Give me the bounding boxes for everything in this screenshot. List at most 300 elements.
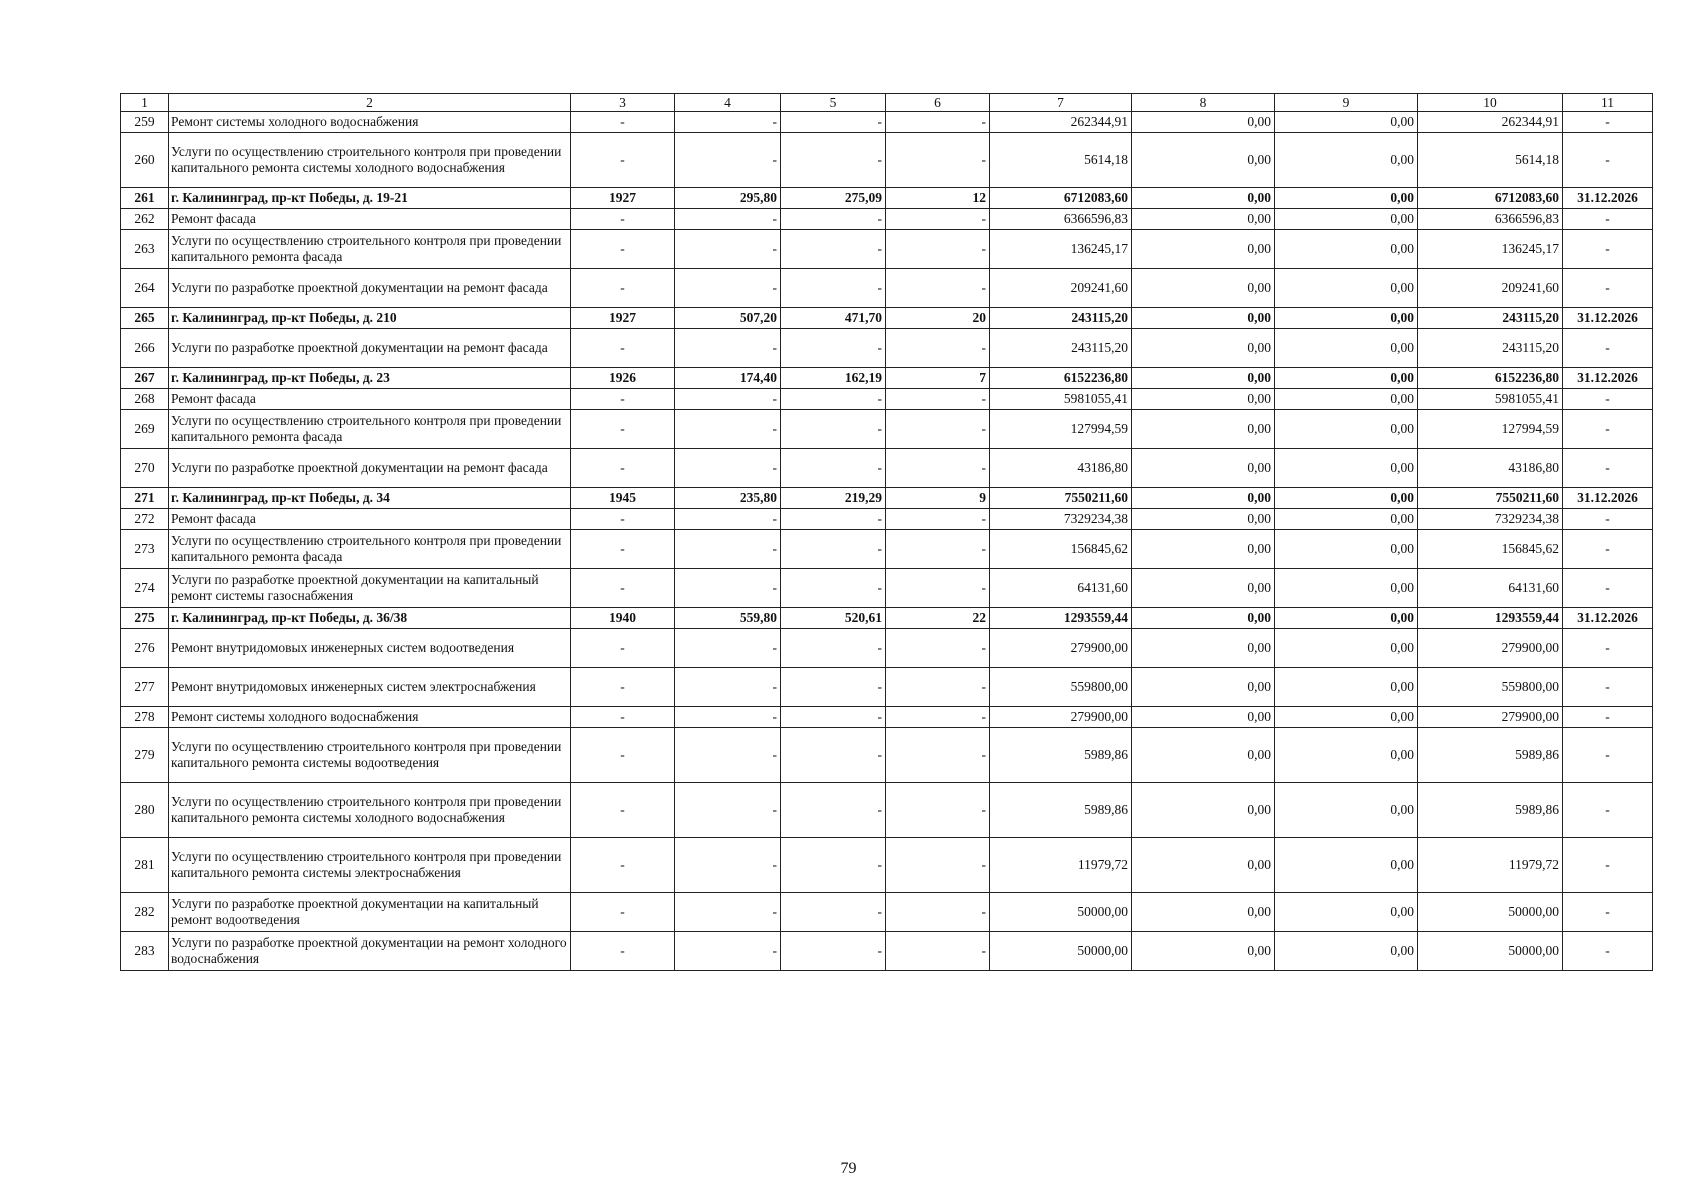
year-cell: - xyxy=(571,783,675,838)
row-number: 272 xyxy=(121,509,169,530)
table-row xyxy=(121,488,1653,509)
row-number: 282 xyxy=(121,893,169,932)
year-cell: - xyxy=(571,509,675,530)
cost-owners-cell: 279900,00 xyxy=(1418,629,1563,668)
area-total-cell: - xyxy=(675,569,781,608)
cost-owners-cell: 43186,80 xyxy=(1418,449,1563,488)
table-row xyxy=(121,269,1653,308)
table-row xyxy=(121,410,1653,449)
residents-cell: - xyxy=(886,932,990,971)
row-number: 274 xyxy=(121,569,169,608)
cost-owners-cell: 243115,20 xyxy=(1418,308,1563,329)
cost-total-cell: 43186,80 xyxy=(990,449,1132,488)
area-total-cell: - xyxy=(675,783,781,838)
cost-total-cell: 156845,62 xyxy=(990,530,1132,569)
table-row xyxy=(121,728,1653,783)
area-total-cell: 559,80 xyxy=(675,608,781,629)
cost-budget-cell: 0,00 xyxy=(1275,530,1418,569)
cost-fund-cell: 0,00 xyxy=(1132,410,1275,449)
deadline-cell: 31.12.2026 xyxy=(1563,368,1653,389)
year-cell: 1927 xyxy=(571,188,675,209)
residents-cell: - xyxy=(886,668,990,707)
table-row xyxy=(121,668,1653,707)
deadline-cell: 31.12.2026 xyxy=(1563,608,1653,629)
work-description: Услуги по осуществлению строительного контроля при проведении капитального ремонта фасада xyxy=(169,530,571,569)
work-description: Услуги по осуществлению строительного контроля при проведении капитального ремонта системы водоотведения xyxy=(169,728,571,783)
cost-owners-cell: 5614,18 xyxy=(1418,133,1563,188)
area-living-cell: - xyxy=(781,112,886,133)
table-row xyxy=(121,230,1653,269)
row-number: 268 xyxy=(121,389,169,410)
cost-budget-cell: 0,00 xyxy=(1275,509,1418,530)
work-description: г. Калининград, пр-кт Победы, д. 210 xyxy=(169,308,571,329)
year-cell: - xyxy=(571,329,675,368)
table-row xyxy=(121,133,1653,188)
cost-budget-cell: 0,00 xyxy=(1275,329,1418,368)
area-living-cell: - xyxy=(781,410,886,449)
row-number: 279 xyxy=(121,728,169,783)
cost-total-cell: 11979,72 xyxy=(990,838,1132,893)
residents-cell: 22 xyxy=(886,608,990,629)
cost-owners-cell: 156845,62 xyxy=(1418,530,1563,569)
year-cell: - xyxy=(571,209,675,230)
row-number: 263 xyxy=(121,230,169,269)
cost-total-cell: 243115,20 xyxy=(990,308,1132,329)
cost-owners-cell: 6152236,80 xyxy=(1418,368,1563,389)
area-living-cell: 219,29 xyxy=(781,488,886,509)
work-description: Услуги по осуществлению строительного контроля при проведении капитального ремонта системы холодного водоснабжения xyxy=(169,783,571,838)
year-cell: - xyxy=(571,449,675,488)
cost-fund-cell: 0,00 xyxy=(1132,893,1275,932)
cost-fund-cell: 0,00 xyxy=(1132,188,1275,209)
deadline-cell: - xyxy=(1563,410,1653,449)
cost-fund-cell: 0,00 xyxy=(1132,112,1275,133)
work-description: Услуги по разработке проектной документации на ремонт фасада xyxy=(169,329,571,368)
area-living-cell: 162,19 xyxy=(781,368,886,389)
cost-total-cell: 6712083,60 xyxy=(990,188,1132,209)
residents-cell: 20 xyxy=(886,308,990,329)
deadline-cell: - xyxy=(1563,269,1653,308)
year-cell: - xyxy=(571,728,675,783)
residents-cell: - xyxy=(886,133,990,188)
row-number: 271 xyxy=(121,488,169,509)
cost-fund-cell: 0,00 xyxy=(1132,449,1275,488)
residents-cell: - xyxy=(886,410,990,449)
residents-cell: - xyxy=(886,569,990,608)
deadline-cell: - xyxy=(1563,530,1653,569)
cost-fund-cell: 0,00 xyxy=(1132,209,1275,230)
year-cell: - xyxy=(571,629,675,668)
table-row xyxy=(121,308,1653,329)
area-living-cell: - xyxy=(781,329,886,368)
row-number: 283 xyxy=(121,932,169,971)
column-header: 9 xyxy=(1275,94,1418,112)
area-living-cell: 520,61 xyxy=(781,608,886,629)
header-row xyxy=(121,94,1653,112)
column-header: 7 xyxy=(990,94,1132,112)
residents-cell: - xyxy=(886,509,990,530)
column-header: 6 xyxy=(886,94,990,112)
work-description: Услуги по разработке проектной документации на ремонт фасада xyxy=(169,449,571,488)
area-total-cell: - xyxy=(675,269,781,308)
cost-budget-cell: 0,00 xyxy=(1275,629,1418,668)
table-row xyxy=(121,893,1653,932)
cost-owners-cell: 243115,20 xyxy=(1418,329,1563,368)
area-total-cell: - xyxy=(675,893,781,932)
deadline-cell: - xyxy=(1563,893,1653,932)
area-living-cell: - xyxy=(781,569,886,608)
work-description: г. Калининград, пр-кт Победы, д. 34 xyxy=(169,488,571,509)
deadline-cell: - xyxy=(1563,230,1653,269)
cost-fund-cell: 0,00 xyxy=(1132,608,1275,629)
cost-fund-cell: 0,00 xyxy=(1132,368,1275,389)
residents-cell: 12 xyxy=(886,188,990,209)
deadline-cell: 31.12.2026 xyxy=(1563,308,1653,329)
cost-total-cell: 1293559,44 xyxy=(990,608,1132,629)
cost-fund-cell: 0,00 xyxy=(1132,783,1275,838)
year-cell: - xyxy=(571,230,675,269)
cost-owners-cell: 559800,00 xyxy=(1418,668,1563,707)
cost-fund-cell: 0,00 xyxy=(1132,133,1275,188)
row-number: 277 xyxy=(121,668,169,707)
cost-total-cell: 7329234,38 xyxy=(990,509,1132,530)
cost-budget-cell: 0,00 xyxy=(1275,209,1418,230)
cost-budget-cell: 0,00 xyxy=(1275,389,1418,410)
row-number: 269 xyxy=(121,410,169,449)
cost-fund-cell: 0,00 xyxy=(1132,629,1275,668)
cost-total-cell: 279900,00 xyxy=(990,629,1132,668)
cost-total-cell: 127994,59 xyxy=(990,410,1132,449)
cost-budget-cell: 0,00 xyxy=(1275,368,1418,389)
work-description: Ремонт системы холодного водоснабжения xyxy=(169,112,571,133)
cost-budget-cell: 0,00 xyxy=(1275,569,1418,608)
cost-owners-cell: 5989,86 xyxy=(1418,783,1563,838)
deadline-cell: - xyxy=(1563,569,1653,608)
cost-total-cell: 5989,86 xyxy=(990,783,1132,838)
deadline-cell: 31.12.2026 xyxy=(1563,488,1653,509)
cost-budget-cell: 0,00 xyxy=(1275,269,1418,308)
cost-budget-cell: 0,00 xyxy=(1275,838,1418,893)
cost-budget-cell: 0,00 xyxy=(1275,932,1418,971)
residents-cell: - xyxy=(886,269,990,308)
cost-budget-cell: 0,00 xyxy=(1275,308,1418,329)
table-row xyxy=(121,389,1653,410)
table-row xyxy=(121,707,1653,728)
deadline-cell: - xyxy=(1563,209,1653,230)
table-row xyxy=(121,368,1653,389)
table-row xyxy=(121,449,1653,488)
table-row xyxy=(121,188,1653,209)
area-total-cell: - xyxy=(675,728,781,783)
residents-cell: - xyxy=(886,893,990,932)
area-total-cell: - xyxy=(675,449,781,488)
area-living-cell: - xyxy=(781,893,886,932)
cost-total-cell: 136245,17 xyxy=(990,230,1132,269)
area-total-cell: - xyxy=(675,932,781,971)
cost-total-cell: 559800,00 xyxy=(990,668,1132,707)
year-cell: - xyxy=(571,530,675,569)
year-cell: - xyxy=(571,707,675,728)
cost-total-cell: 6366596,83 xyxy=(990,209,1132,230)
work-description: Услуги по разработке проектной документации на капитальный ремонт водоотведения xyxy=(169,893,571,932)
row-number: 280 xyxy=(121,783,169,838)
residents-cell: - xyxy=(886,707,990,728)
residents-cell: 9 xyxy=(886,488,990,509)
cost-fund-cell: 0,00 xyxy=(1132,932,1275,971)
residents-cell: - xyxy=(886,329,990,368)
year-cell: - xyxy=(571,932,675,971)
area-living-cell: - xyxy=(781,389,886,410)
cost-total-cell: 5614,18 xyxy=(990,133,1132,188)
cost-fund-cell: 0,00 xyxy=(1132,530,1275,569)
year-cell: - xyxy=(571,838,675,893)
area-living-cell: - xyxy=(781,530,886,569)
cost-owners-cell: 11979,72 xyxy=(1418,838,1563,893)
area-total-cell: - xyxy=(675,230,781,269)
row-number: 264 xyxy=(121,269,169,308)
area-total-cell: - xyxy=(675,629,781,668)
deadline-cell: - xyxy=(1563,329,1653,368)
cost-budget-cell: 0,00 xyxy=(1275,449,1418,488)
cost-budget-cell: 0,00 xyxy=(1275,707,1418,728)
row-number: 262 xyxy=(121,209,169,230)
cost-fund-cell: 0,00 xyxy=(1132,329,1275,368)
cost-budget-cell: 0,00 xyxy=(1275,410,1418,449)
deadline-cell: - xyxy=(1563,629,1653,668)
work-description: Ремонт системы холодного водоснабжения xyxy=(169,707,571,728)
deadline-cell: - xyxy=(1563,449,1653,488)
row-number: 278 xyxy=(121,707,169,728)
area-living-cell: - xyxy=(781,269,886,308)
cost-budget-cell: 0,00 xyxy=(1275,668,1418,707)
area-total-cell: - xyxy=(675,668,781,707)
year-cell: - xyxy=(571,668,675,707)
data-table xyxy=(120,93,1653,971)
work-description: Ремонт фасада xyxy=(169,389,571,410)
cost-fund-cell: 0,00 xyxy=(1132,269,1275,308)
area-total-cell: 507,20 xyxy=(675,308,781,329)
cost-fund-cell: 0,00 xyxy=(1132,308,1275,329)
table-row xyxy=(121,509,1653,530)
year-cell: - xyxy=(571,269,675,308)
row-number: 266 xyxy=(121,329,169,368)
area-total-cell: - xyxy=(675,112,781,133)
deadline-cell: - xyxy=(1563,389,1653,410)
cost-owners-cell: 127994,59 xyxy=(1418,410,1563,449)
deadline-cell: - xyxy=(1563,707,1653,728)
year-cell: 1945 xyxy=(571,488,675,509)
residents-cell: - xyxy=(886,449,990,488)
area-total-cell: - xyxy=(675,209,781,230)
cost-owners-cell: 6712083,60 xyxy=(1418,188,1563,209)
residents-cell: - xyxy=(886,728,990,783)
work-description: Услуги по разработке проектной документации на ремонт холодного водоснабжения xyxy=(169,932,571,971)
cost-total-cell: 64131,60 xyxy=(990,569,1132,608)
cost-fund-cell: 0,00 xyxy=(1132,838,1275,893)
cost-total-cell: 50000,00 xyxy=(990,893,1132,932)
cost-total-cell: 243115,20 xyxy=(990,329,1132,368)
cost-total-cell: 7550211,60 xyxy=(990,488,1132,509)
cost-fund-cell: 0,00 xyxy=(1132,389,1275,410)
work-description: г. Калининград, пр-кт Победы, д. 19-21 xyxy=(169,188,571,209)
row-number: 281 xyxy=(121,838,169,893)
year-cell: - xyxy=(571,133,675,188)
year-cell: 1927 xyxy=(571,308,675,329)
area-living-cell: - xyxy=(781,728,886,783)
cost-owners-cell: 279900,00 xyxy=(1418,707,1563,728)
table-row xyxy=(121,783,1653,838)
cost-owners-cell: 6366596,83 xyxy=(1418,209,1563,230)
work-description: Ремонт фасада xyxy=(169,509,571,530)
deadline-cell: - xyxy=(1563,838,1653,893)
cost-fund-cell: 0,00 xyxy=(1132,230,1275,269)
area-living-cell: - xyxy=(781,707,886,728)
cost-fund-cell: 0,00 xyxy=(1132,728,1275,783)
cost-budget-cell: 0,00 xyxy=(1275,783,1418,838)
work-description: Ремонт внутридомовых инженерных систем водоотведения xyxy=(169,629,571,668)
year-cell: 1926 xyxy=(571,368,675,389)
area-living-cell: 471,70 xyxy=(781,308,886,329)
area-total-cell: 235,80 xyxy=(675,488,781,509)
row-number: 270 xyxy=(121,449,169,488)
deadline-cell: - xyxy=(1563,133,1653,188)
table-row xyxy=(121,838,1653,893)
row-number: 260 xyxy=(121,133,169,188)
year-cell: - xyxy=(571,410,675,449)
area-living-cell: - xyxy=(781,133,886,188)
table-row xyxy=(121,932,1653,971)
deadline-cell: 31.12.2026 xyxy=(1563,188,1653,209)
column-header: 4 xyxy=(675,94,781,112)
area-living-cell: - xyxy=(781,449,886,488)
deadline-cell: - xyxy=(1563,509,1653,530)
cost-total-cell: 262344,91 xyxy=(990,112,1132,133)
table-row xyxy=(121,329,1653,368)
residents-cell: 7 xyxy=(886,368,990,389)
cost-budget-cell: 0,00 xyxy=(1275,893,1418,932)
column-header: 10 xyxy=(1418,94,1563,112)
cost-total-cell: 5981055,41 xyxy=(990,389,1132,410)
area-living-cell: 275,09 xyxy=(781,188,886,209)
row-number: 276 xyxy=(121,629,169,668)
work-description: Ремонт внутридомовых инженерных систем электроснабжения xyxy=(169,668,571,707)
year-cell: - xyxy=(571,893,675,932)
row-number: 265 xyxy=(121,308,169,329)
area-total-cell: 174,40 xyxy=(675,368,781,389)
area-total-cell: - xyxy=(675,707,781,728)
residents-cell: - xyxy=(886,838,990,893)
deadline-cell: - xyxy=(1563,728,1653,783)
cost-owners-cell: 50000,00 xyxy=(1418,893,1563,932)
column-header: 11 xyxy=(1563,94,1653,112)
column-header: 8 xyxy=(1132,94,1275,112)
table-body xyxy=(121,112,1653,971)
area-total-cell: 295,80 xyxy=(675,188,781,209)
work-description: Услуги по осуществлению строительного контроля при проведении капитального ремонта фасада xyxy=(169,230,571,269)
table-row xyxy=(121,209,1653,230)
cost-budget-cell: 0,00 xyxy=(1275,488,1418,509)
table-row xyxy=(121,112,1653,133)
cost-budget-cell: 0,00 xyxy=(1275,728,1418,783)
cost-owners-cell: 136245,17 xyxy=(1418,230,1563,269)
area-living-cell: - xyxy=(781,932,886,971)
cost-owners-cell: 209241,60 xyxy=(1418,269,1563,308)
area-total-cell: - xyxy=(675,329,781,368)
row-number: 267 xyxy=(121,368,169,389)
work-description: Ремонт фасада xyxy=(169,209,571,230)
work-description: г. Калининград, пр-кт Победы, д. 23 xyxy=(169,368,571,389)
area-living-cell: - xyxy=(781,838,886,893)
deadline-cell: - xyxy=(1563,668,1653,707)
area-living-cell: - xyxy=(781,668,886,707)
column-header: 1 xyxy=(121,94,169,112)
row-number: 259 xyxy=(121,112,169,133)
cost-owners-cell: 64131,60 xyxy=(1418,569,1563,608)
area-total-cell: - xyxy=(675,509,781,530)
work-description: Услуги по разработке проектной документации на ремонт фасада xyxy=(169,269,571,308)
table-row xyxy=(121,629,1653,668)
cost-owners-cell: 7329234,38 xyxy=(1418,509,1563,530)
column-header: 5 xyxy=(781,94,886,112)
cost-total-cell: 209241,60 xyxy=(990,269,1132,308)
cost-owners-cell: 7550211,60 xyxy=(1418,488,1563,509)
area-living-cell: - xyxy=(781,509,886,530)
cost-fund-cell: 0,00 xyxy=(1132,707,1275,728)
row-number: 261 xyxy=(121,188,169,209)
deadline-cell: - xyxy=(1563,112,1653,133)
area-living-cell: - xyxy=(781,783,886,838)
cost-budget-cell: 0,00 xyxy=(1275,608,1418,629)
area-total-cell: - xyxy=(675,133,781,188)
table-row xyxy=(121,569,1653,608)
cost-total-cell: 5989,86 xyxy=(990,728,1132,783)
area-living-cell: - xyxy=(781,209,886,230)
cost-fund-cell: 0,00 xyxy=(1132,488,1275,509)
year-cell: - xyxy=(571,112,675,133)
residents-cell: - xyxy=(886,230,990,269)
cost-fund-cell: 0,00 xyxy=(1132,509,1275,530)
page-number: 79 xyxy=(840,1160,857,1177)
cost-budget-cell: 0,00 xyxy=(1275,188,1418,209)
year-cell: 1940 xyxy=(571,608,675,629)
cost-owners-cell: 5981055,41 xyxy=(1418,389,1563,410)
cost-budget-cell: 0,00 xyxy=(1275,230,1418,269)
residents-cell: - xyxy=(886,112,990,133)
residents-cell: - xyxy=(886,783,990,838)
year-cell: - xyxy=(571,389,675,410)
area-living-cell: - xyxy=(781,230,886,269)
deadline-cell: - xyxy=(1563,783,1653,838)
area-total-cell: - xyxy=(675,838,781,893)
cost-owners-cell: 1293559,44 xyxy=(1418,608,1563,629)
cost-fund-cell: 0,00 xyxy=(1132,569,1275,608)
column-header: 3 xyxy=(571,94,675,112)
cost-owners-cell: 50000,00 xyxy=(1418,932,1563,971)
row-number: 273 xyxy=(121,530,169,569)
cost-fund-cell: 0,00 xyxy=(1132,668,1275,707)
residents-cell: - xyxy=(886,629,990,668)
cost-total-cell: 279900,00 xyxy=(990,707,1132,728)
year-cell: - xyxy=(571,569,675,608)
area-living-cell: - xyxy=(781,629,886,668)
cost-total-cell: 50000,00 xyxy=(990,932,1132,971)
deadline-cell: - xyxy=(1563,932,1653,971)
area-total-cell: - xyxy=(675,530,781,569)
row-number: 275 xyxy=(121,608,169,629)
work-description: Услуги по разработке проектной документации на капитальный ремонт системы газоснабжения xyxy=(169,569,571,608)
work-description: г. Калининград, пр-кт Победы, д. 36/38 xyxy=(169,608,571,629)
cost-budget-cell: 0,00 xyxy=(1275,112,1418,133)
